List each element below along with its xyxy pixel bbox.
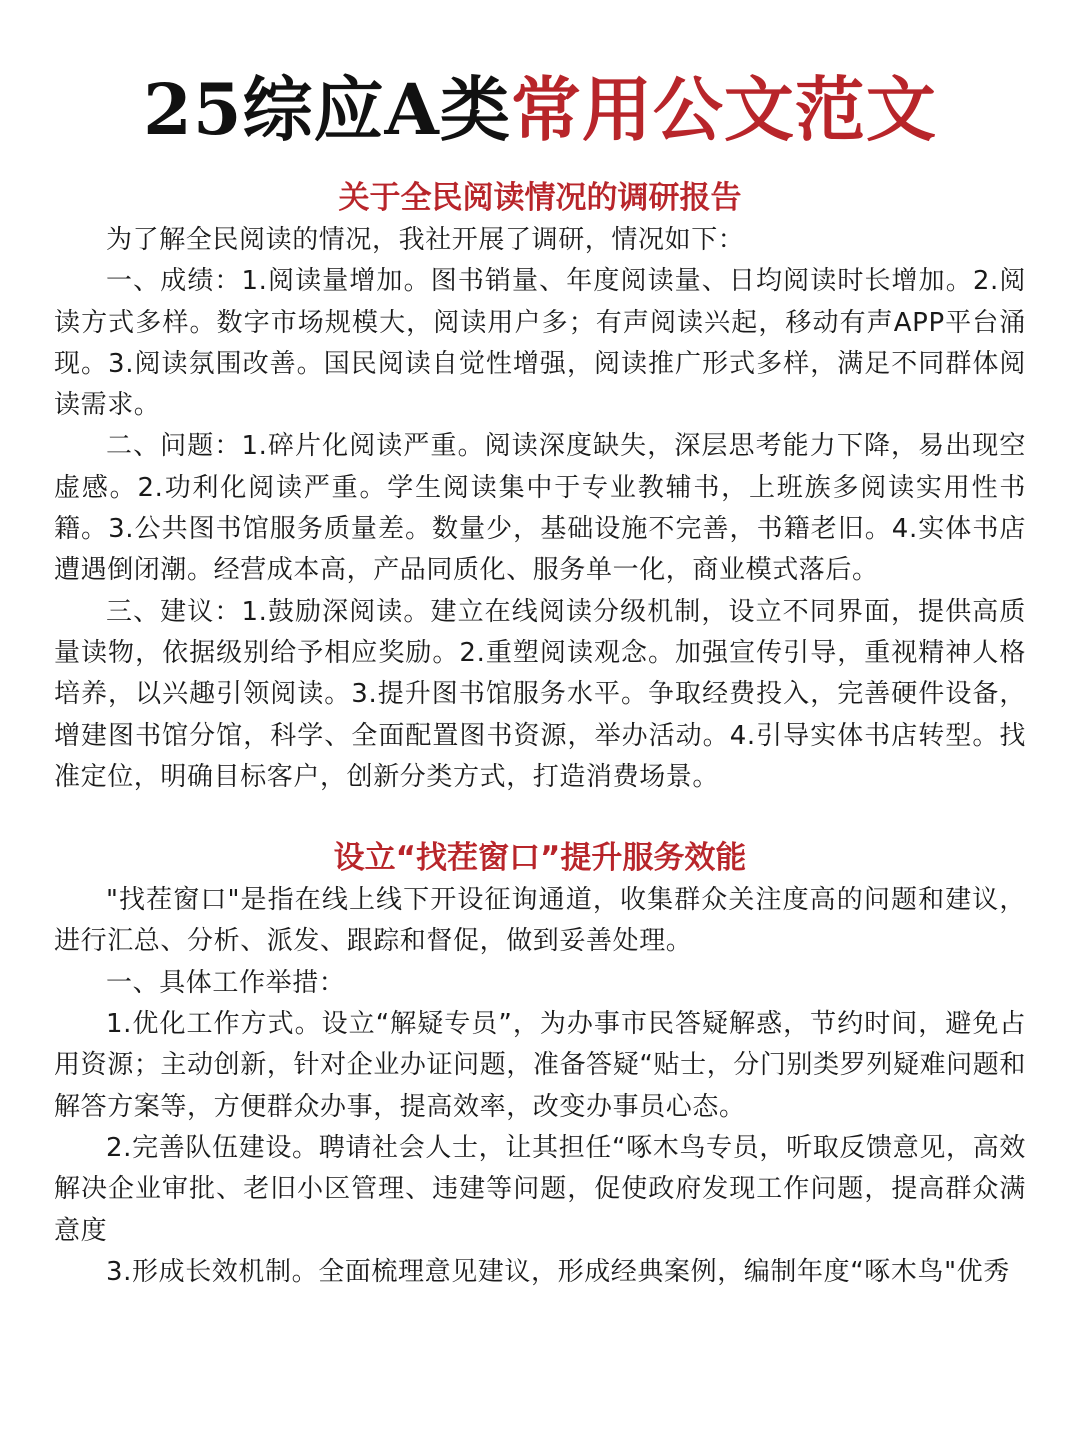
section2-paragraph-measure-3: 3.形成长效机制。全面梳理意见建议，形成经典案例，编制年度“啄木鸟"优秀 xyxy=(106,1256,1010,1287)
section1-title: 关于全民阅读情况的调研报告 xyxy=(338,180,742,216)
section2-body xyxy=(54,880,1026,1293)
section2-paragraph-measure-1: 1.优化工作方式。设立“解疑专员”，为办事市民答疑解惑，节约时间，避免占用资源；主动创新，针对企业办证问题，准备答疑“贴士，分门别类罗列疑难问题和解答方案等，方便群众办事，提高效率，改变办事员心态。 xyxy=(54,1009,1026,1122)
section2-title: 设立“找茬窗口”提升服务效能 xyxy=(333,840,747,877)
section2-paragraph-intro: "找茬窗口"是指在线上线下开设征询通道，收集群众关注度高的问题和建议，进行汇总、分析、派发、跟踪和督促，做到妥善处理。 xyxy=(54,885,1026,957)
section1-paragraph-suggestions: 三、建议：1.鼓励深阅读。建立在线阅读分级机制，设立不同界面，提供高质量读物，依据级别给予相应奖励。2.重塑阅读观念。加强宣传引导，重视精神人格培养，以兴趣引领阅读。3.提升图书馆服务水平。争取经费投入，完善硬件设备，增建图书馆分馆，科学、全面配置图书资源，举办活动。4.引导实体书店转型。找准定位，明确目标客户，创新分类方式，打造消费场景。 xyxy=(54,596,1026,792)
section1-body xyxy=(54,220,1026,798)
page-title-red-part: 常用公文范文 xyxy=(510,68,937,151)
section2-paragraph-measures-heading: 一、具体工作举措： xyxy=(106,967,346,998)
page-title-black-part: 25综应A类 xyxy=(143,68,511,151)
page-title xyxy=(54,0,1026,152)
section1-paragraph-problems: 二、问题：1.碎片化阅读严重。阅读深度缺失，深层思考能力下降，易出现空虚感。2.功利化阅读严重。学生阅读集中于专业教辅书，上班族多阅读实用性书籍。3.公共图书馆服务质量差。数量少，基础设施不完善，书籍老旧。4.实体书店遭遇倒闭潮。经营成本高，产品同质化、服务单一化，商业模式落后。 xyxy=(54,431,1026,586)
section1-paragraph-intro: 为了解全民阅读的情况，我社开展了调研，情况如下： xyxy=(106,225,745,255)
section2-paragraph-measure-2: 2.完善队伍建设。聘请社会人士，让其担任“啄木鸟专员，听取反馈意见，高效解决企业审批、老旧小区管理、违建等问题，促使政府发现工作问题，提高群众满意度 xyxy=(54,1132,1026,1246)
section1-paragraph-achievements: 一、成绩：1.阅读量增加。图书销量、年度阅读量、日均阅读时长增加。2.阅读方式多样。数字市场规模大，阅读用户多；有声阅读兴起，移动有声APP平台涌现。3.阅读氛围改善。国民阅读自觉性增强，阅读推广形式多样，满足不同群体阅读需求。 xyxy=(54,266,1026,421)
